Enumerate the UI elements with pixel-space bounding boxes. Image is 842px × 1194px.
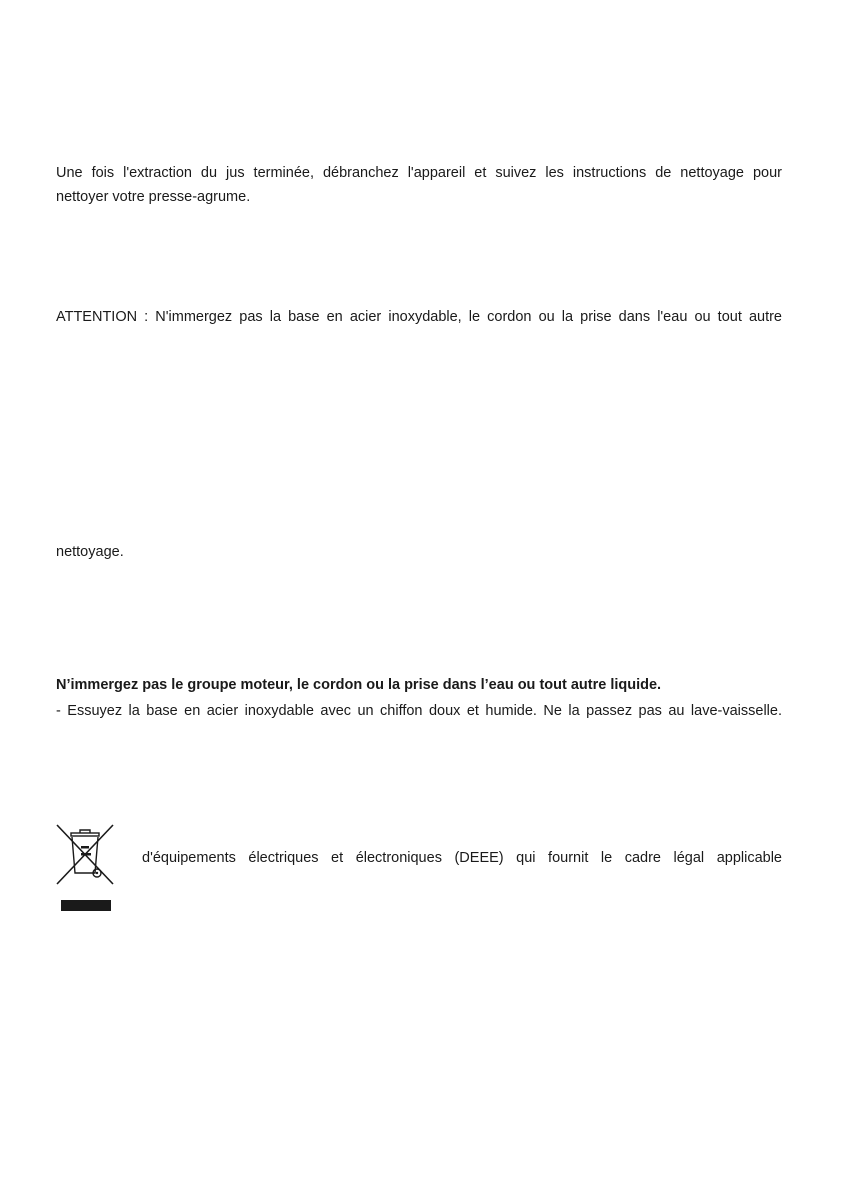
motor-immersion-warning: N’immergez pas le groupe moteur, le cordon ou la prise dans l’eau ou tout autre liquide. [56,677,662,693]
wipe-base-instruction: - Essuyez la base en acier inoxydable avec un chiffon doux et humide. Ne la passez pas au lave-vaisselle. [56,703,782,719]
after-juice-text-line-2: nettoyer votre presse-agrume. [56,189,251,205]
weee-directive-text: d'équipements électriques et électroniques (DEEE) qui fournit le cadre légal applicable [142,850,782,866]
after-juice-text-line-1: Une fois l'extraction du jus terminée, débranchez l'appareil et suivez les instructions de nettoyage pour [56,165,782,181]
nettoyage-fragment: nettoyage. [56,544,124,560]
crossed-out-wheelie-bin-icon [54,822,116,914]
attention-warning: ATTENTION : N'immergez pas la base en acier inoxydable, le cordon ou la prise dans l'eau ou tout autre [56,309,782,325]
